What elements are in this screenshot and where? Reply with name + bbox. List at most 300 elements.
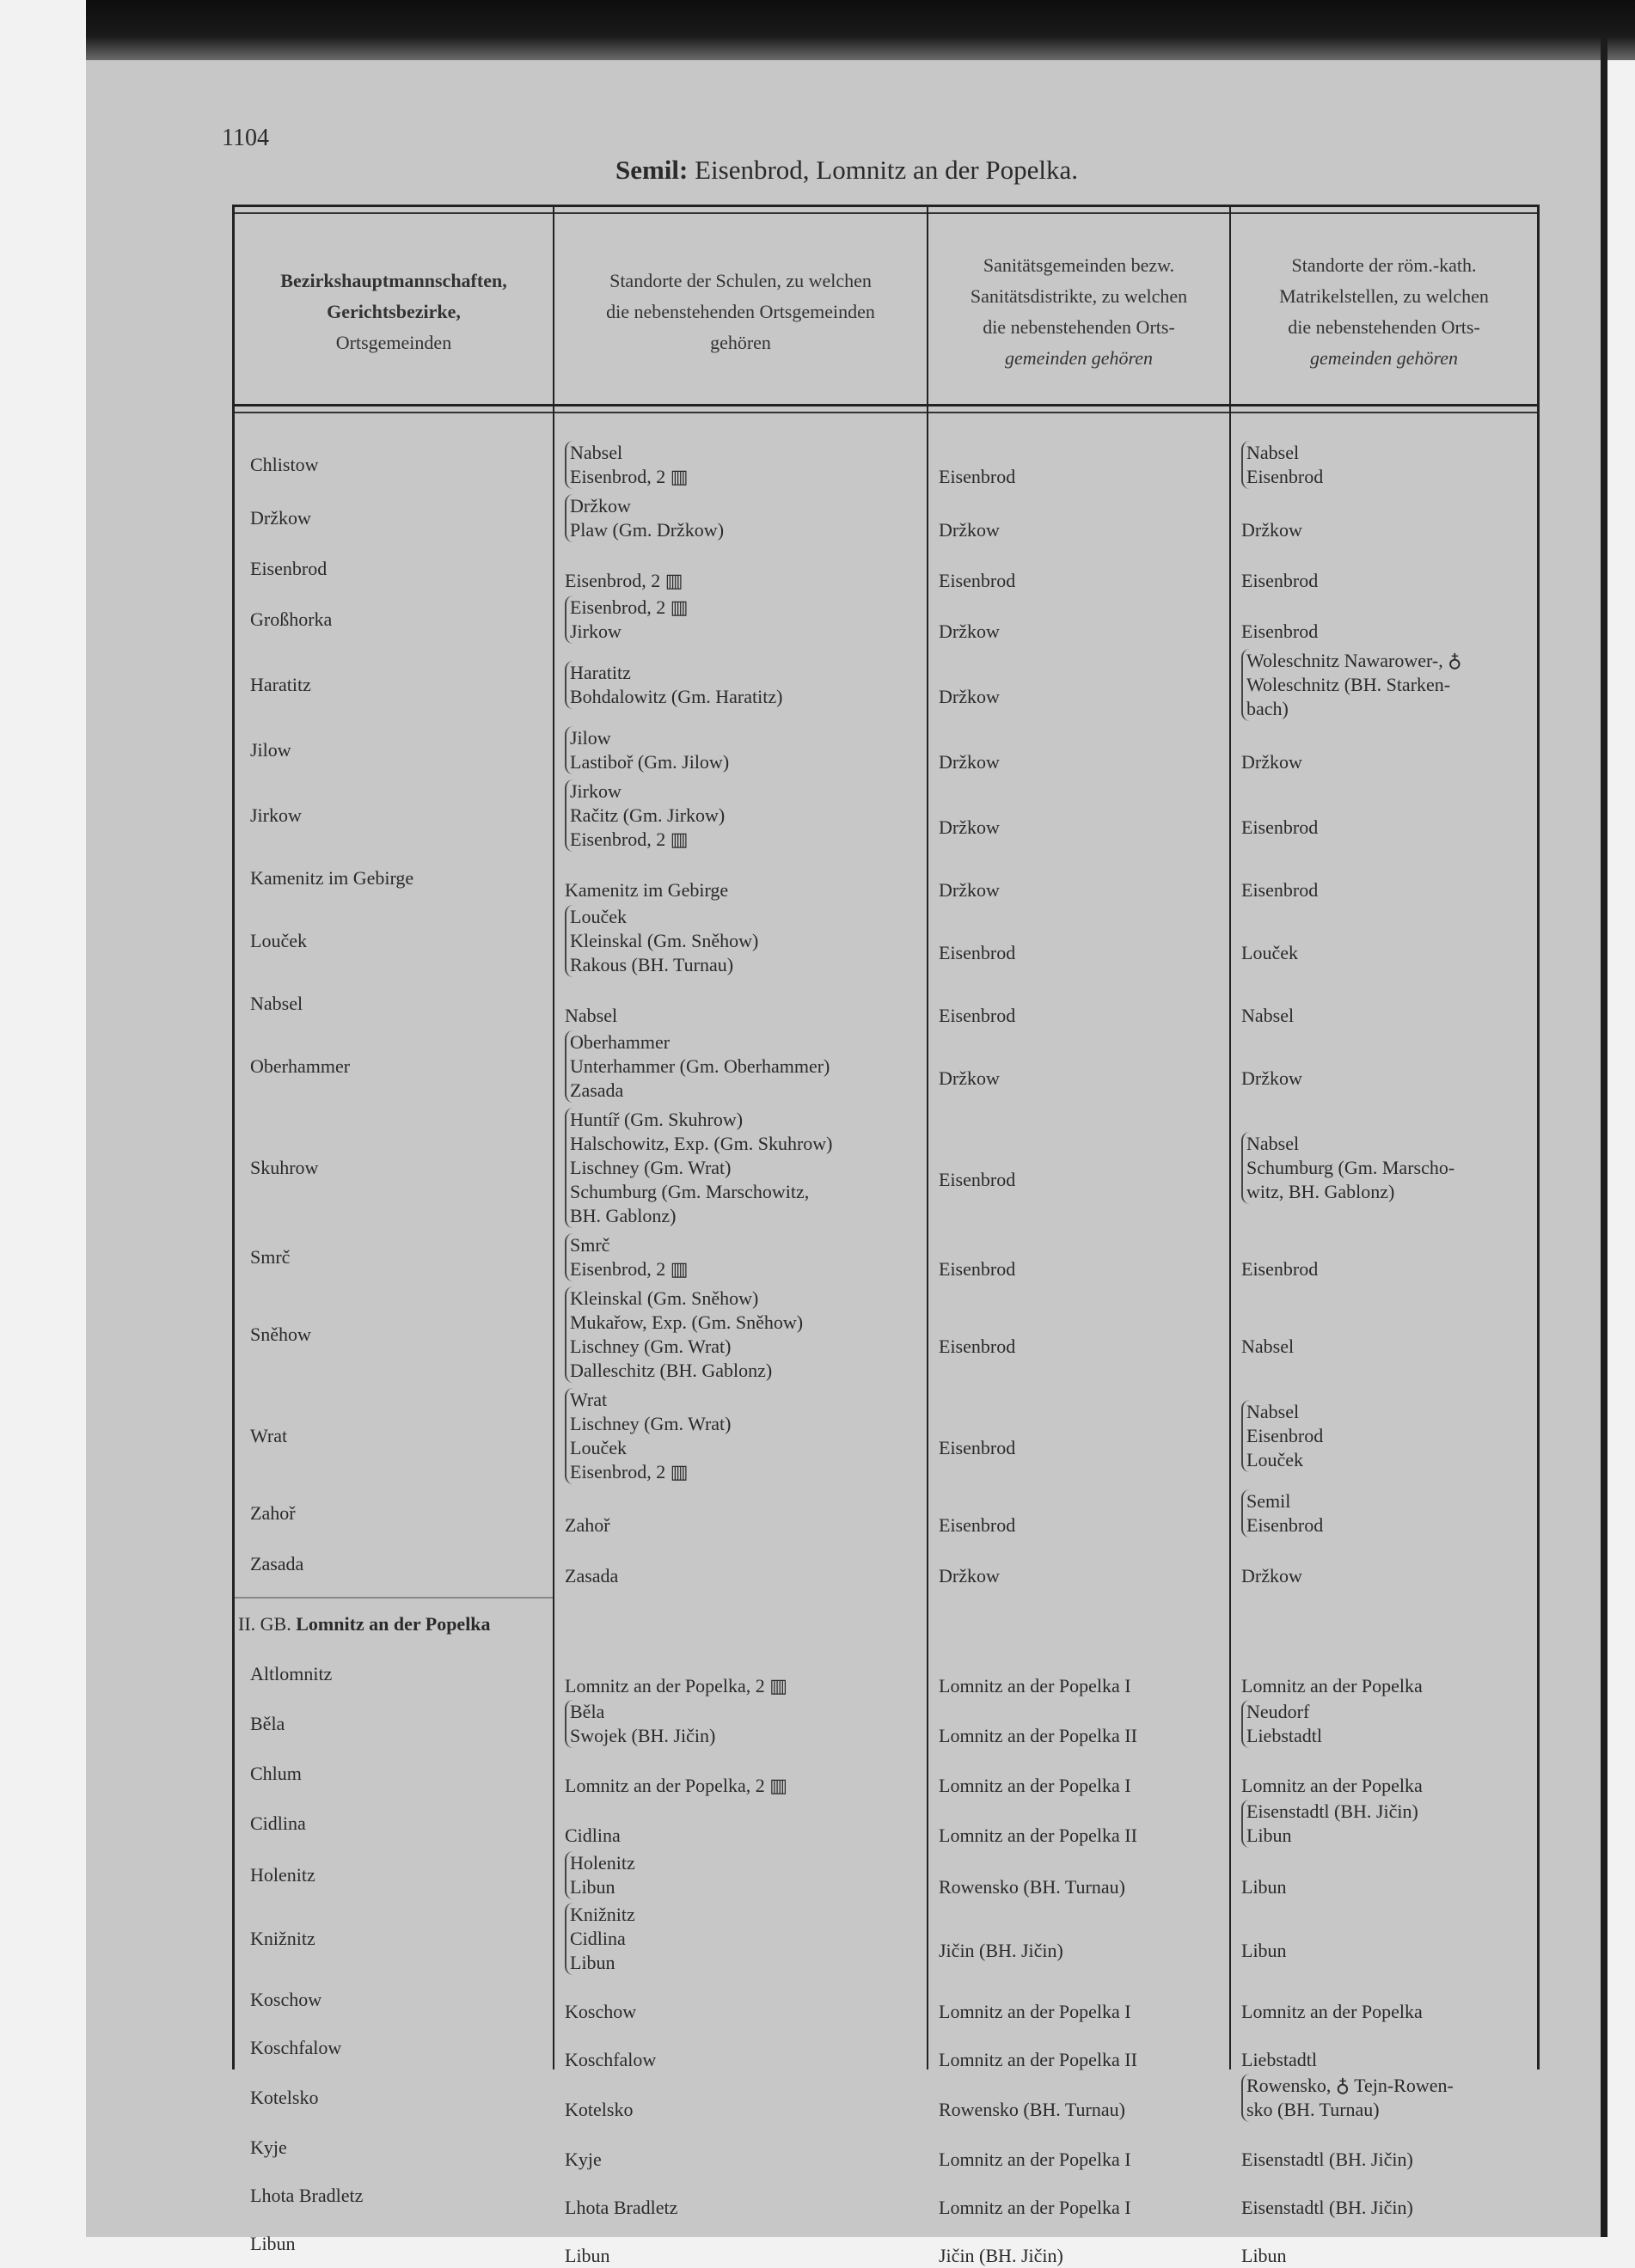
parish-cell <box>1229 1700 1534 1748</box>
section-lomnitz-header <box>235 1599 1537 1650</box>
entry-group <box>939 596 1229 644</box>
entry: Eisenbrod <box>939 1169 1016 1190</box>
municipality-cell <box>235 1863 553 1887</box>
municipality-cell <box>235 1662 553 1686</box>
entry: Lomnitz an der Popelka, 2 ▥ <box>565 1675 788 1696</box>
entry: Plaw (Gm. Držkow) <box>570 519 725 541</box>
header-line: die nebenstehenden Ortsgemeinden <box>606 300 875 322</box>
district-name: Lomnitz an der Popelka <box>296 1613 491 1635</box>
entry: Držkow <box>939 1067 1000 1089</box>
entry-group <box>1241 2025 1534 2072</box>
entry-group <box>939 1311 1229 1359</box>
school-cell <box>553 1233 927 1281</box>
parish-cell <box>1229 1233 1534 1281</box>
entry-group <box>939 1413 1229 1460</box>
entry: Eisenstadtl (BH. Jičin) <box>1241 2197 1413 2218</box>
municipality-cell <box>235 1055 553 1079</box>
municipality-name: Kotelsko <box>250 2087 319 2108</box>
school-cell <box>553 596 927 644</box>
brace-group <box>565 905 758 977</box>
entry: Lomnitz an der Popelka II <box>939 2049 1137 2070</box>
entry: Jičin (BH. Jičin) <box>939 2245 1063 2266</box>
entry: Kyje <box>565 2149 602 2170</box>
school-cell <box>553 1108 927 1228</box>
municipality-name: Sněhow <box>250 1324 311 1345</box>
municipality-cell <box>235 1245 553 1269</box>
entry: Jirkow <box>570 780 622 802</box>
title-district: Semil: <box>615 155 689 185</box>
municipality-cell <box>235 2086 553 2110</box>
entry-group <box>1241 1751 1534 1798</box>
entry: Libun <box>565 2245 610 2266</box>
municipality-name: Kamenitz im Gebirge <box>250 867 414 889</box>
brace-group <box>565 1903 635 1975</box>
table-body <box>235 438 1537 2268</box>
brace-group <box>565 441 689 489</box>
entry: BH. Gablonz) <box>570 1205 677 1226</box>
entry: Lomnitz an der Popelka, 2 ▥ <box>565 1775 788 1796</box>
entry: Libun <box>570 1951 615 1973</box>
parish-cell <box>1229 596 1534 644</box>
table-row <box>235 724 1537 777</box>
entry-group <box>565 1977 927 2024</box>
municipality-name: Knižnitz <box>250 1927 315 1949</box>
entry: Libun <box>570 1876 615 1898</box>
entry-group <box>939 1145 1229 1192</box>
entry-group <box>939 792 1229 840</box>
parish-cell <box>1229 1650 1534 1698</box>
municipality-name: Großhorka <box>250 608 333 630</box>
header-line: Standorte der röm.-kath. <box>1291 254 1477 276</box>
sanitary-cell <box>927 726 1229 774</box>
entry: Račitz (Gm. Jirkow) <box>570 804 726 826</box>
entry: Lomnitz an der Popelka I <box>939 1675 1131 1696</box>
entry: Dalleschitz (BH. Gablonz) <box>570 1360 773 1381</box>
entry: Rakous (BH. Turnau) <box>570 954 734 975</box>
entry: Eisenbrod <box>1246 1514 1324 1536</box>
table-row <box>235 1028 1537 1105</box>
sanitary-cell <box>927 2024 1229 2072</box>
entry-group <box>939 1916 1229 1963</box>
entry-group <box>565 2173 927 2220</box>
parish-cell <box>1229 1042 1534 1091</box>
entry-group <box>939 1234 1229 1281</box>
municipality-name: Zahoř <box>250 1502 296 1524</box>
entry: Libun <box>1241 2245 1287 2266</box>
entry-group <box>1241 1541 1534 1588</box>
header-col4 <box>1231 215 1537 408</box>
parish-cell <box>1229 649 1534 721</box>
sanitary-cell <box>927 1915 1229 1963</box>
header-line: gemeinden gehören <box>1309 346 1459 369</box>
header-line: die nebenstehenden Orts- <box>983 315 1175 338</box>
table-row <box>235 2124 1537 2172</box>
entry: Držkow <box>1241 1067 1302 1089</box>
header-line: gemeinden gehören <box>1004 346 1154 369</box>
header-col1 <box>235 215 553 408</box>
school-cell <box>553 1650 927 1698</box>
entry-group <box>939 2025 1229 2072</box>
entry: sko (BH. Turnau) <box>1246 2099 1380 2120</box>
school-cell <box>553 726 927 774</box>
entry-group <box>939 2221 1229 2268</box>
municipality-cell <box>235 2036 553 2060</box>
entry-group <box>939 1701 1229 1748</box>
municipality-cell <box>235 1927 553 1951</box>
entry: Eisenstadtl (BH. Jičin) <box>1241 2149 1413 2170</box>
table-row <box>235 492 1537 545</box>
page-edge <box>1601 34 1607 2237</box>
entry: Lomnitz an der Popelka <box>1241 2001 1423 2022</box>
sanitary-cell <box>927 917 1229 965</box>
entry: Nabsel <box>1246 1133 1300 1154</box>
table-top-rule <box>235 205 1537 214</box>
sanitary-cell <box>927 1311 1229 1359</box>
entry: Eisenbrod <box>1241 879 1319 901</box>
school-cell <box>553 1388 927 1484</box>
entry: Woleschnitz (BH. Starken- <box>1246 674 1451 695</box>
school-cell <box>553 1489 927 1537</box>
entry: Louček <box>1246 1449 1303 1470</box>
municipality-name: Koschfalow <box>250 2037 342 2058</box>
municipality-name: Altlomnitz <box>250 1663 333 1684</box>
municipality-cell <box>235 557 553 581</box>
entry-group <box>565 1541 927 1588</box>
entry-group <box>565 546 927 593</box>
municipality-cell <box>235 1812 553 1836</box>
entry: Louček <box>1241 942 1298 963</box>
sanitary-cell <box>927 2074 1229 2122</box>
parish-cell <box>1229 2220 1534 2268</box>
municipality-cell <box>235 673 553 697</box>
entry: Držkow <box>939 519 1000 541</box>
entry: bach) <box>1246 698 1289 719</box>
entry: Zahoř <box>565 1514 610 1536</box>
entry-group <box>1241 1852 1534 1899</box>
entry-group <box>939 855 1229 902</box>
entry: Eisenbrod <box>1241 570 1319 591</box>
entry-group <box>939 1977 1229 2024</box>
municipality-name: Jilow <box>250 739 291 761</box>
table-row <box>235 1650 1537 1698</box>
entry: Eisenbrod <box>939 1437 1016 1458</box>
header-line: Sanitätsgemeinden bezw. <box>983 254 1175 276</box>
municipality-name: Eisenbrod <box>250 558 328 579</box>
entry: Lischney (Gm. Wrat) <box>570 1413 732 1434</box>
school-cell <box>553 1750 927 1798</box>
municipality-cell <box>235 992 553 1016</box>
entry-group <box>565 2124 927 2172</box>
table-row <box>235 1750 1537 1798</box>
header-line: Gerichtsbezirke, <box>327 300 461 322</box>
sanitary-cell <box>927 1144 1229 1192</box>
entry-group <box>1241 918 1534 965</box>
parish-cell <box>1229 1851 1534 1899</box>
brace-group <box>565 1030 830 1103</box>
entry: Jirkow <box>570 620 622 642</box>
sanitary-cell <box>927 1489 1229 1537</box>
entry: Kotelsko <box>565 2099 634 2120</box>
parish-cell <box>1229 441 1534 489</box>
scan-border <box>86 0 1635 60</box>
school-cell <box>553 1540 927 1588</box>
school-cell <box>553 1976 927 2024</box>
brace-group <box>565 779 725 852</box>
entry: Eisenbrod, 2 ▥ <box>570 466 689 487</box>
sanitary-cell <box>927 441 1229 489</box>
entry: Jilow <box>570 727 611 749</box>
entry: Eisenbrod <box>1246 1425 1324 1446</box>
sanitary-cell <box>927 1851 1229 1899</box>
parish-cell <box>1229 2172 1534 2220</box>
school-cell <box>553 980 927 1028</box>
entry: Cidlina <box>565 1825 621 1846</box>
parish-cell <box>1229 980 1534 1028</box>
entry-group <box>565 1751 927 1798</box>
school-cell <box>553 545 927 593</box>
entry-group <box>565 1800 927 1848</box>
entry-group <box>939 1800 1229 1848</box>
table-row <box>235 646 1537 724</box>
sanitary-cell <box>927 1700 1229 1748</box>
municipality-name: Haratitz <box>250 674 311 695</box>
entry: Holenitz <box>570 1852 635 1874</box>
entry: Nabsel <box>1241 1005 1295 1026</box>
entry: Nabsel <box>1246 1401 1300 1422</box>
entry-group <box>1241 1651 1534 1698</box>
table-row <box>235 1976 1537 2024</box>
entry: Eisenbrod <box>1246 466 1324 487</box>
brace-group <box>1241 1400 1323 1472</box>
court-district-heading <box>235 1599 553 1650</box>
entry-group <box>1241 495 1534 542</box>
entry-group <box>1241 2124 1534 2172</box>
brace-group <box>565 1233 689 1281</box>
entry: Lischney (Gm. Wrat) <box>570 1336 732 1357</box>
entry: witz, BH. Gablonz) <box>1246 1181 1395 1202</box>
entry: Swojek (BH. Jičin) <box>570 1725 716 1746</box>
parish-cell <box>1229 2124 1534 2172</box>
sanitary-cell <box>927 2172 1229 2220</box>
header-col2 <box>554 215 927 408</box>
table-row <box>235 1901 1537 1976</box>
entry: Kamenitz im Gebirge <box>565 879 729 901</box>
municipality-cell <box>235 1988 553 2012</box>
header-line: Ortsgemeinden <box>335 331 452 353</box>
municipality-cell <box>235 1712 553 1736</box>
entry-group <box>1241 981 1534 1028</box>
school-cell <box>553 2124 927 2172</box>
municipality-cell <box>235 929 553 953</box>
entry-group <box>939 442 1229 489</box>
entry-group <box>939 1852 1229 1899</box>
entry-group <box>1241 2221 1534 2268</box>
table-row <box>235 2220 1537 2268</box>
municipality-name: Wrat <box>250 1425 288 1446</box>
brace-group <box>565 1108 833 1228</box>
table-row <box>235 438 1537 492</box>
entry: Semil <box>1246 1490 1291 1512</box>
municipality-name: Louček <box>250 930 307 951</box>
entry: Zasada <box>565 1565 619 1586</box>
entry: Mukařow, Exp. (Gm. Sněhow) <box>570 1311 804 1333</box>
entry: Držkow <box>1241 1565 1302 1586</box>
school-cell <box>553 1700 927 1748</box>
entry-group <box>1241 792 1534 840</box>
entry: Lomnitz an der Popelka I <box>939 1775 1131 1796</box>
brace-group <box>565 1851 635 1899</box>
table-row <box>235 777 1537 854</box>
municipality-name: Libun <box>250 2233 296 2254</box>
entry-group <box>1241 1311 1534 1359</box>
entry: Držkow <box>939 1565 1000 1586</box>
municipality-cell <box>235 1552 553 1576</box>
sanitary-cell <box>927 854 1229 902</box>
brace-group <box>1241 1700 1322 1748</box>
entry-group <box>1241 546 1534 593</box>
municipality-cell <box>235 1156 553 1180</box>
entry: Kleinskal (Gm. Sněhow) <box>570 1287 759 1309</box>
sanitary-cell <box>927 1750 1229 1798</box>
municipality-cell <box>235 804 553 828</box>
parish-cell <box>1229 854 1534 902</box>
municipality-name: Kyje <box>250 2137 287 2158</box>
municipality-cell <box>235 608 553 632</box>
entry: Haratitz <box>570 662 631 683</box>
school-cell <box>553 2074 927 2122</box>
entry: Libun <box>1246 1825 1292 1846</box>
municipality-name: Chlum <box>250 1763 302 1784</box>
brace-group <box>565 494 724 542</box>
sanitary-cell <box>927 1650 1229 1698</box>
sanitary-cell <box>927 1800 1229 1848</box>
municipality-cell <box>235 2136 553 2160</box>
header-line: die nebenstehenden Orts- <box>1288 315 1480 338</box>
entry: Držkow <box>939 816 1000 838</box>
brace-group <box>565 726 729 774</box>
header-line: Sanitätsdistrikte, zu welchen <box>970 284 1188 307</box>
entry: Lomnitz an der Popelka <box>1241 1675 1423 1696</box>
entry: Knižnitz <box>570 1903 635 1925</box>
entry: Eisenbrod, 2 ▥ <box>570 1461 689 1482</box>
school-cell <box>553 779 927 852</box>
municipality-name: Běla <box>250 1713 285 1734</box>
table-row <box>235 1105 1537 1231</box>
entry: Oberhammer <box>570 1031 671 1053</box>
entry: Lhota Bradletz <box>565 2197 678 2218</box>
sanitary-cell <box>927 2124 1229 2172</box>
parish-cell <box>1229 1540 1534 1588</box>
page-number: 1104 <box>222 125 269 151</box>
entry: Lomnitz an der Popelka I <box>939 2197 1131 2218</box>
parish-cell <box>1229 2024 1534 2072</box>
school-cell <box>553 2172 927 2220</box>
entry-group <box>565 2025 927 2072</box>
parish-cell <box>1229 1132 1534 1204</box>
table-row <box>235 1284 1537 1385</box>
parish-cell <box>1229 1976 1534 2024</box>
entry-group <box>939 727 1229 774</box>
parish-cell <box>1229 917 1534 965</box>
entry: Lomnitz an der Popelka I <box>939 2149 1131 2170</box>
municipality-name: Smrč <box>250 1246 291 1268</box>
municipality-name: Chlistow <box>250 454 319 475</box>
municipality-cell <box>235 2232 553 2256</box>
entry-group <box>939 918 1229 965</box>
parish-cell <box>1229 726 1534 774</box>
brace-group <box>1241 1800 1418 1848</box>
brace-group <box>1241 1489 1323 1537</box>
entry-group <box>939 2075 1229 2122</box>
sanitary-cell <box>927 494 1229 542</box>
title-rest: Eisenbrod, Lomnitz an der Popelka. <box>688 155 1079 185</box>
entry-group <box>939 2124 1229 2172</box>
school-cell <box>553 1030 927 1103</box>
entry: Wrat <box>570 1389 608 1410</box>
entry: Eisenbrod <box>939 1514 1016 1536</box>
table-row <box>235 2024 1537 2072</box>
section-eisenbrod <box>235 438 1537 1588</box>
municipality-cell <box>235 1501 553 1525</box>
sanitary-cell <box>927 545 1229 593</box>
entry-group <box>1241 1916 1534 1963</box>
table-row <box>235 545 1537 593</box>
table-row <box>235 2072 1537 2124</box>
municipality-name: Zasada <box>250 1553 304 1574</box>
entry: Držkow <box>939 879 1000 901</box>
header-line: Standorte der Schulen, zu welchen <box>609 269 872 291</box>
entry: Eisenbrod <box>939 570 1016 591</box>
entry: Lastiboř (Gm. Jilow) <box>570 751 730 773</box>
header-line: Matrikelstellen, zu welchen <box>1279 284 1489 307</box>
entry: Bohdalowitz (Gm. Haratitz) <box>570 686 783 707</box>
entry-group <box>939 546 1229 593</box>
brace-group <box>565 1700 715 1748</box>
entry: Běla <box>570 1701 605 1722</box>
entry: Huntíř (Gm. Skuhrow) <box>570 1109 744 1130</box>
header-line: Bezirkshauptmannschaften, <box>280 269 507 291</box>
entry: Libun <box>1241 1876 1287 1898</box>
entry: Držkow <box>939 620 1000 642</box>
school-cell <box>553 2220 927 2268</box>
entry: Eisenbrod <box>939 466 1016 487</box>
school-cell <box>553 854 927 902</box>
entry: Rowensko (BH. Turnau) <box>939 1876 1125 1898</box>
sanitary-cell <box>927 1042 1229 1091</box>
municipality-cell <box>235 738 553 762</box>
entry: Držkow <box>939 686 1000 707</box>
school-cell <box>553 1287 927 1383</box>
parish-cell <box>1229 1311 1534 1359</box>
entry: Eisenstadtl (BH. Jičin) <box>1246 1800 1418 1822</box>
entry: Nabsel <box>1241 1336 1295 1357</box>
table-row <box>235 1698 1537 1750</box>
school-cell <box>553 1851 927 1899</box>
entry-group <box>939 2173 1229 2220</box>
sanitary-cell <box>927 661 1229 709</box>
entry: Nabsel <box>565 1005 618 1026</box>
entry-group <box>1241 1043 1534 1091</box>
school-cell <box>553 2024 927 2072</box>
register-table <box>232 205 1540 2266</box>
entry: Eisenbrod <box>939 942 1016 963</box>
table-row <box>235 854 1537 902</box>
parish-cell <box>1229 1750 1534 1798</box>
school-cell <box>553 1800 927 1848</box>
school-cell <box>553 905 927 977</box>
entry-group <box>1241 855 1534 902</box>
parish-cell <box>1229 1800 1534 1848</box>
